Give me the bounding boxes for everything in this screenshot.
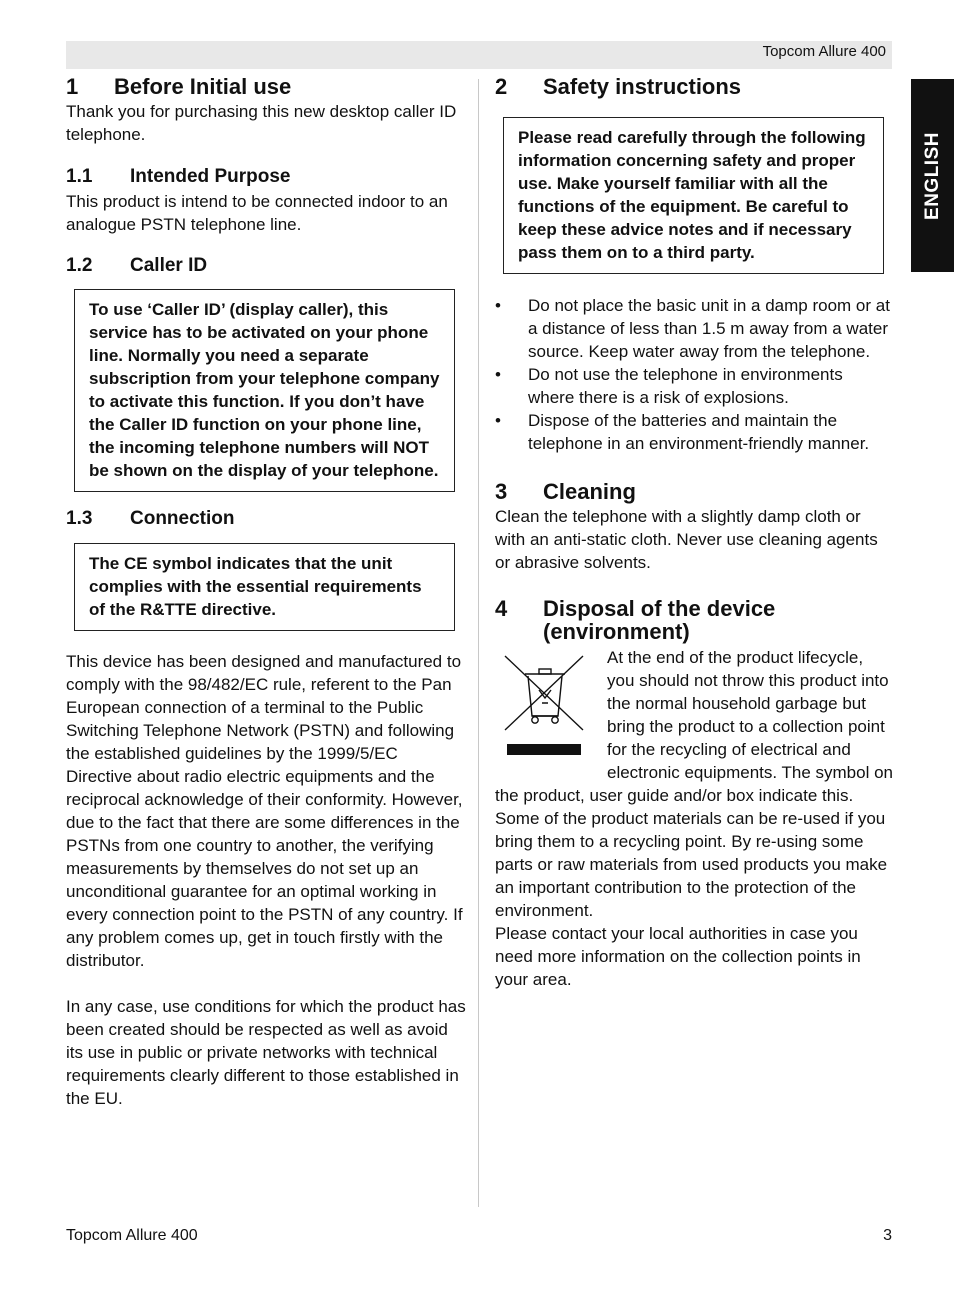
- section-title: Before Initial use: [114, 74, 292, 99]
- section-1-1-text: This product is intend to be connected indoor to an analogue PSTN telephone line.: [66, 192, 448, 234]
- section-2-heading: [495, 74, 893, 100]
- weee-crossed-bin-icon: [495, 648, 595, 764]
- section-number: 3: [495, 479, 508, 504]
- section-title: Cleaning: [543, 479, 636, 504]
- section-1-3-heading: [66, 508, 466, 530]
- section-title: Safety instructions: [543, 74, 742, 99]
- footer-page-number: 3: [883, 1227, 892, 1244]
- disposal-section: [495, 646, 893, 991]
- section-number: 1.3: [66, 508, 93, 529]
- disposal-paragraph-2: Some of the product materials can be re-used if you bring them to a recycling point. By re-using some parts or raw materials from used products you make an important contribution to the protection of the environment.: [495, 809, 888, 920]
- section-title: Intended Purpose: [130, 166, 291, 187]
- disposal-paragraph-3: Please contact your local authorities in case you need more information on the collection points in your area.: [495, 924, 861, 989]
- section-4-heading: [495, 597, 893, 643]
- section-number: 1.1: [66, 166, 93, 187]
- list-item: • Do not place the basic unit in a damp room or at a distance of less than 1.5 m away from a water source. Keep water away from the telephone.: [495, 296, 890, 361]
- safety-note-box: Please read carefully through the following information concerning safety and proper use. Make yourself familiar with all the functions of the equipment. Be careful to keep these advice notes and if necessary pass them on to a third party.: [503, 117, 884, 274]
- section-title: Caller ID: [130, 255, 208, 276]
- connection-paragraph-2: In any case, use conditions for which the product has been created should be respected as well as avoid its use in public or private networks with technical requirements clearly different to those established in the EU.: [66, 997, 466, 1108]
- column-divider: [478, 79, 479, 1207]
- list-item: • Do not use the telephone in environments where there is a risk of explosions.: [495, 365, 843, 407]
- section-number: 2: [495, 74, 508, 99]
- disposal-paragraph-1: At the end of the product lifecycle, you should not throw this product into the normal household garbage but bring the product to a collection point for the recycling of electrical and electronic equipments. The symbol on the product, user guide and/or box indicate this.: [495, 648, 894, 805]
- section-1-heading: [66, 74, 466, 100]
- connection-paragraph-1: This device has been designed and manufactured to comply with the 98/482/EC rule, referent to the Pan European connection of a terminal to the Public Switching Telephone Network (PSTN) and following the established guidelines by the 1999/5/EC Directive about radio electric equipments and the reciprocal acknowledge of their conformity. However, due to the fact that there are some differences in the PSTNs from one country to another, the verifying measurements by themselves do not set up an unconditional guarantee for an optimal working in every connection point to the PSTN of any country. If any problem comes up, get in touch firstly with the distributor.: [66, 652, 463, 970]
- caller-id-note-box: To use ‘Caller ID’ (display caller), this service has to be activated on your phone line. Normally you need a separate subscription from your telephone company to activate this function. If you don’t have the Caller ID function on your phone line, the incoming telephone numbers will NOT be shown on the display of your telephone.: [74, 289, 455, 492]
- section-number: 1: [66, 74, 79, 99]
- section-number: 4: [495, 596, 508, 621]
- cleaning-text: Clean the telephone with a slightly damp cloth or with an anti-static cloth. Never use cleaning agents or abrasive solvents.: [495, 507, 878, 572]
- section-number: 1.2: [66, 255, 93, 276]
- section-1-text: Thank you for purchasing this new desktop caller ID telephone.: [66, 102, 457, 144]
- section-title: Disposal of the device (environment): [543, 596, 776, 644]
- header-title: Topcom Allure 400: [762, 43, 886, 60]
- section-3-heading: [495, 479, 893, 505]
- section-1-2-heading: [66, 255, 466, 277]
- footer-product-name: Topcom Allure 400: [66, 1227, 198, 1244]
- right-column: [495, 74, 893, 991]
- list-item: • Dispose of the batteries and maintain the telephone in an environment-friendly manner.: [495, 411, 870, 453]
- section-title: Connection: [130, 508, 235, 529]
- safety-bullet-list: [495, 294, 893, 455]
- language-tab-label: ENGLISH: [921, 131, 943, 220]
- ce-symbol-note-box: The CE symbol indicates that the unit complies with the essential requirements of the R&TTE directive.: [74, 543, 455, 631]
- language-tab: [911, 79, 954, 272]
- left-column: [66, 74, 466, 1110]
- section-1-1-heading: [66, 166, 466, 188]
